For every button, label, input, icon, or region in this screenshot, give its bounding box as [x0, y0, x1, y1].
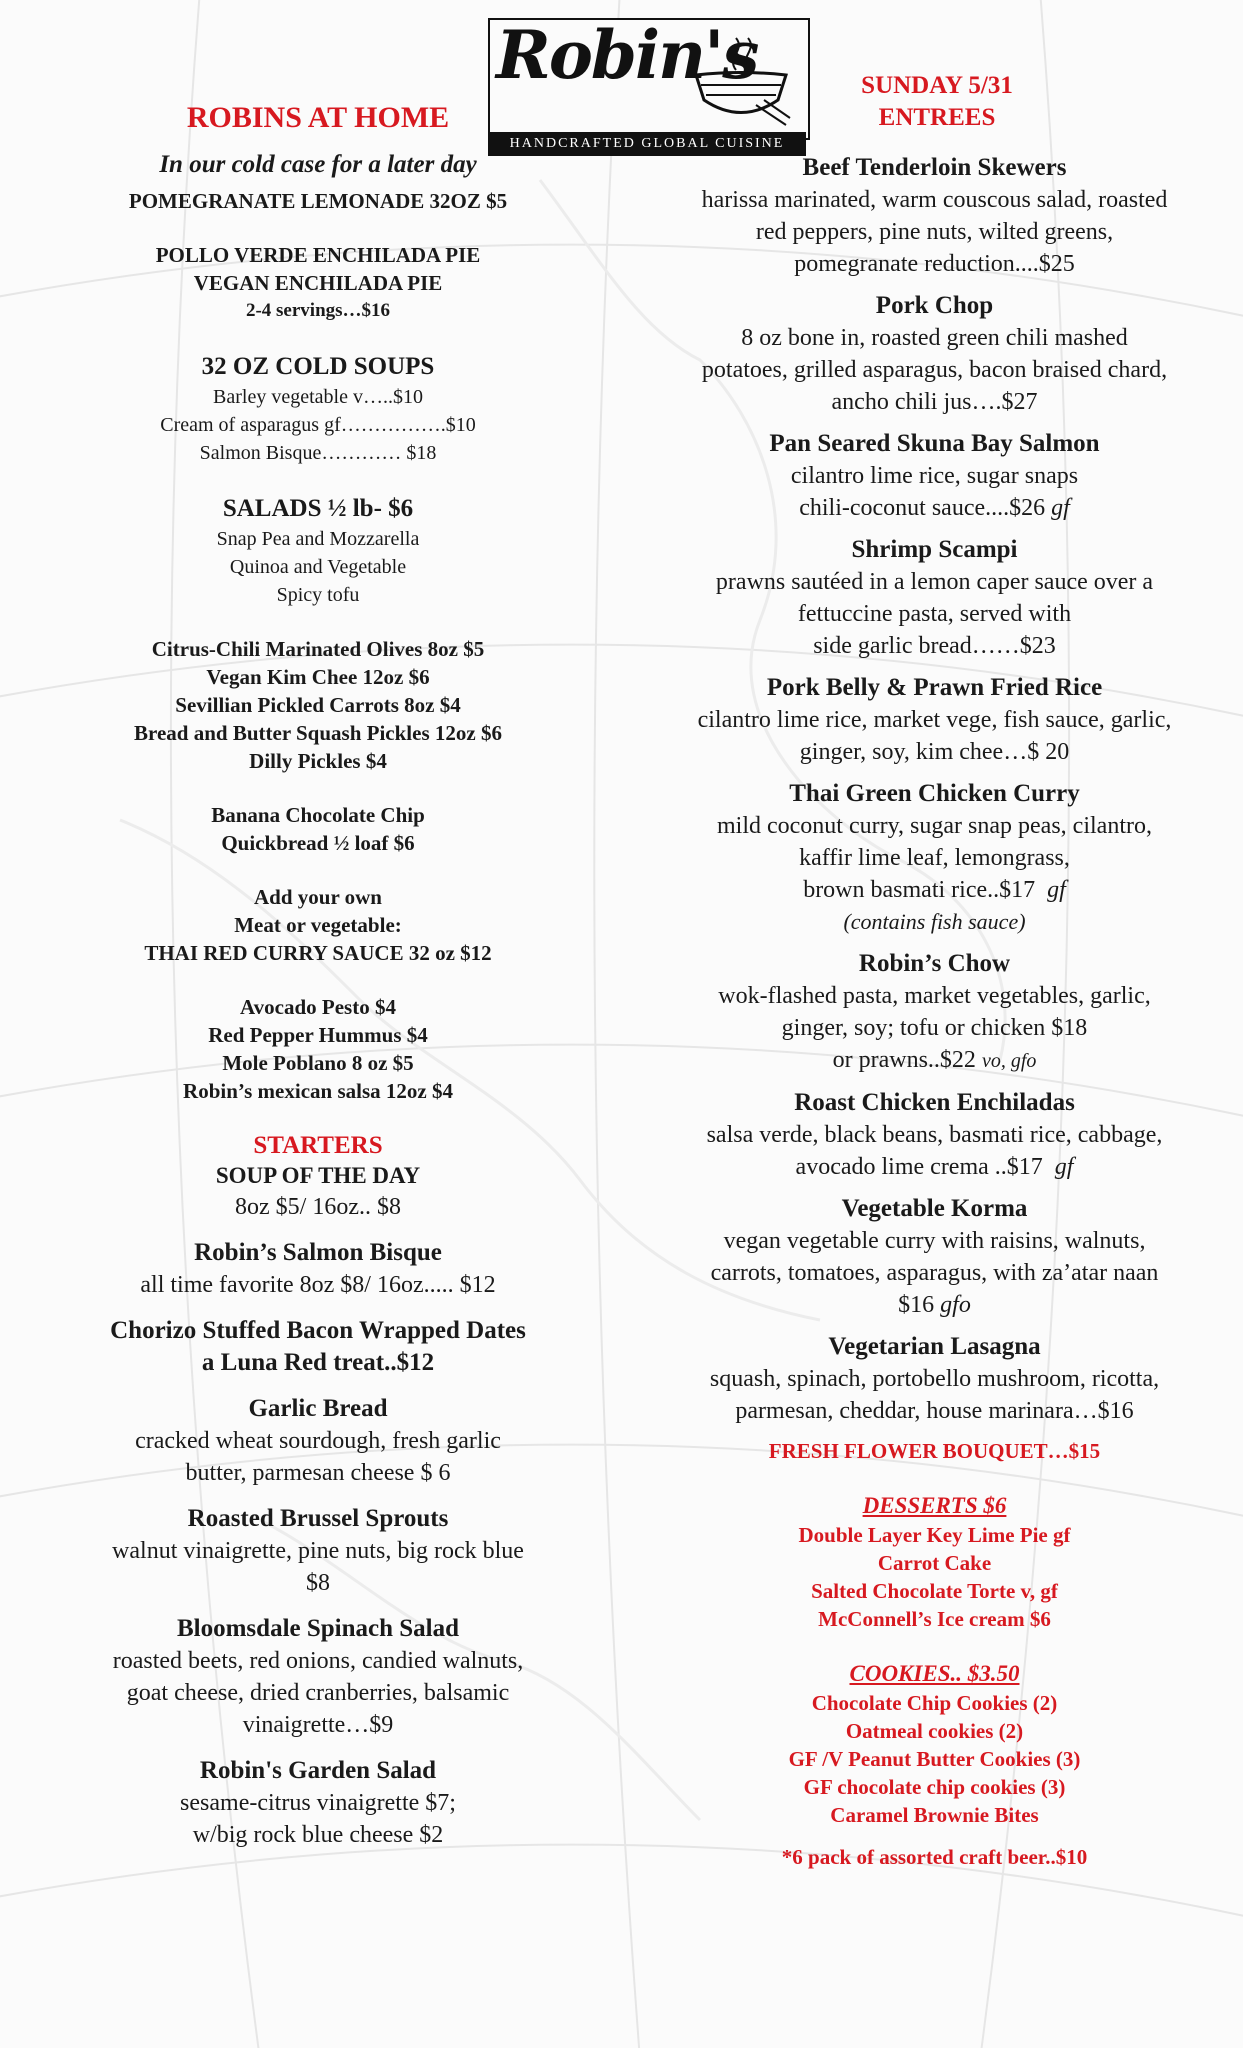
cookies-title: COOKIES.. $3.50	[849, 1661, 1020, 1686]
left-column	[58, 100, 578, 1851]
entree-item	[652, 948, 1217, 1077]
entree-desc: potatoes, grilled asparagus, bacon braised chard,	[701, 357, 1168, 383]
entree-desc: ancho chili jus….$27	[831, 389, 1038, 415]
lemonade-item: POMEGRANATE LEMONADE 32OZ $5	[128, 189, 508, 213]
quickbread-item: Quickbread ½ loaf $6	[221, 831, 415, 855]
entree-name: Pan Seared Skuna Bay Salmon	[769, 430, 1100, 457]
cold-case-intro: In our cold case for a later day	[159, 151, 477, 178]
sauce-line: THAI RED CURRY SAUCE 32 oz $12	[144, 941, 492, 965]
entree-desc: 8 oz bone in, roasted green chili mashed	[741, 325, 1128, 351]
entree-item	[652, 1087, 1217, 1183]
cold-soup-item: Salmon Bisque………… $18	[199, 442, 437, 464]
starter-desc: cracked wheat sourdough, fresh garlic	[135, 1428, 501, 1454]
entree-desc: brown basmati rice..$17	[803, 877, 1036, 903]
entree-name: Thai Green Chicken Curry	[789, 780, 1080, 807]
entrees-title: ENTREES	[878, 104, 996, 131]
salad-item: Spicy tofu	[276, 584, 360, 606]
entree-desc: ginger, soy, kim chee…$ 20	[799, 739, 1070, 765]
entree-item	[652, 428, 1217, 524]
starter-name: Bloomsdale Spinach Salad	[176, 1615, 460, 1642]
entree-desc: cilantro lime rice, market vege, fish sauce, garlic,	[697, 707, 1172, 733]
entree-item	[652, 1331, 1217, 1427]
sauce-line: Meat or vegetable:	[234, 913, 402, 937]
diet-tag: vo, gfo	[981, 1050, 1037, 1072]
entree-desc: parmesan, cheddar, house marinara…$16	[735, 1398, 1134, 1424]
logo-wordmark: Robin's	[496, 16, 758, 94]
starter-name: Robin's Garden Salad	[199, 1757, 437, 1784]
entree-desc-line	[652, 874, 1217, 906]
soup-of-the-day-title: SOUP OF THE DAY	[215, 1163, 421, 1188]
logo-tagline: HANDCRAFTED GLOBAL CUISINE	[488, 132, 806, 156]
entree-name: Roast Chicken Enchiladas	[794, 1089, 1075, 1116]
diet-tag: gfo	[940, 1292, 971, 1318]
entree-desc: cilantro lime rice, sugar snaps	[790, 463, 1079, 489]
entree-name: Shrimp Scampi	[851, 536, 1018, 563]
entree-desc: chili-coconut sauce....$26	[799, 495, 1046, 521]
entree-item	[652, 152, 1217, 280]
pie-item: VEGAN ENCHILADA PIE	[193, 271, 443, 295]
entree-desc: $16	[898, 1292, 935, 1318]
starter-desc: vinaigrette…$9	[242, 1712, 394, 1738]
pickle-item: Bread and Butter Squash Pickles 12oz $6	[134, 721, 502, 745]
entree-desc: pomegranate reduction....$25	[794, 251, 1075, 277]
starter-item	[58, 1393, 578, 1489]
dessert-item: McConnell’s Ice cream $6	[818, 1607, 1051, 1631]
diet-tag: gf	[1047, 877, 1066, 903]
robins-at-home-title: ROBINS AT HOME	[186, 101, 450, 134]
cookie-item: Caramel Brownie Bites	[830, 1803, 1039, 1827]
cookie-item: Chocolate Chip Cookies (2)	[811, 1691, 1058, 1715]
starter-desc: $8	[306, 1570, 330, 1596]
entree-desc-line	[652, 1289, 1217, 1321]
entree-name: Pork Chop	[875, 292, 994, 319]
starter-desc: all time favorite 8oz $8/ 16oz..... $12	[140, 1272, 496, 1298]
dessert-item: Salted Chocolate Torte v, gf	[811, 1579, 1058, 1603]
entree-item	[652, 672, 1217, 768]
sauce-line: Add your own	[254, 885, 382, 909]
craft-beer-offer: *6 pack of assorted craft beer..$10	[781, 1845, 1088, 1869]
starter-name: Roasted Brussel Sprouts	[187, 1505, 449, 1532]
salads-title: SALADS ½ lb- $6	[222, 495, 414, 522]
entree-desc: wok-flashed pasta, market vegetables, garlic,	[718, 983, 1151, 1009]
entree-desc: red peppers, pine nuts, wilted greens,	[755, 219, 1114, 245]
entree-desc: vegan vegetable curry with raisins, walnuts,	[723, 1228, 1146, 1254]
diet-tag: gf	[1051, 495, 1070, 521]
spread-item: Robin’s mexican salsa 12oz $4	[183, 1079, 453, 1103]
salad-item: Quinoa and Vegetable	[229, 556, 407, 578]
entree-desc: or prawns..$22	[832, 1047, 976, 1073]
starter-desc: a Luna Red treat..$12	[201, 1349, 435, 1376]
entree-name: Vegetable Korma	[841, 1195, 1028, 1222]
entree-name: Robin’s Chow	[858, 950, 1011, 977]
spread-item: Avocado Pesto $4	[240, 995, 396, 1019]
entree-name: Vegetarian Lasagna	[828, 1333, 1041, 1360]
cookie-item: GF chocolate chip cookies (3)	[803, 1775, 1066, 1799]
cookie-item: Oatmeal cookies (2)	[845, 1719, 1024, 1743]
pickle-item: Dilly Pickles $4	[249, 749, 387, 773]
pie-servings: 2-4 servings…$16	[245, 300, 391, 321]
entree-desc: squash, spinach, portobello mushroom, ricotta,	[709, 1366, 1160, 1392]
menu-date: SUNDAY 5/31	[861, 72, 1013, 99]
right-column	[652, 152, 1217, 1871]
entree-desc: avocado lime crema ..$17	[795, 1154, 1043, 1180]
entree-item	[652, 778, 1217, 938]
starter-desc: roasted beets, red onions, candied walnuts,	[112, 1648, 524, 1674]
pickle-item: Vegan Kim Chee 12oz $6	[206, 665, 430, 689]
starter-item	[58, 1315, 578, 1379]
salad-item: Snap Pea and Mozzarella	[216, 528, 420, 550]
entree-desc-line	[652, 1044, 1217, 1077]
entree-name: Beef Tenderloin Skewers	[802, 154, 1067, 181]
entree-desc-line	[652, 492, 1217, 524]
starter-name: Garlic Bread	[248, 1395, 388, 1422]
starter-item	[58, 1613, 578, 1741]
starters-title: STARTERS	[253, 1132, 383, 1159]
entree-desc: harissa marinated, warm couscous salad, roasted	[701, 187, 1168, 213]
entree-desc: ginger, soy; tofu or chicken $18	[781, 1015, 1088, 1041]
entree-item	[652, 534, 1217, 662]
starter-item	[58, 1237, 578, 1301]
entree-desc-line	[652, 1151, 1217, 1183]
entree-desc: fettuccine pasta, served with	[797, 601, 1072, 627]
starter-desc: goat cheese, dried cranberries, balsamic	[126, 1680, 510, 1706]
starter-name: Robin’s Salmon Bisque	[194, 1239, 442, 1266]
entree-desc: kaffir lime leaf, lemongrass,	[799, 845, 1070, 871]
cold-soup-item: Cream of asparagus gf…………….$10	[160, 414, 476, 436]
entree-name: Pork Belly & Prawn Fried Rice	[766, 674, 1103, 701]
entree-desc: salsa verde, black beans, basmati rice, cabbage,	[706, 1122, 1163, 1148]
starter-name: Chorizo Stuffed Bacon Wrapped Dates	[110, 1317, 526, 1344]
starter-desc: sesame-citrus vinaigrette $7;	[180, 1790, 456, 1816]
flower-bouquet: FRESH FLOWER BOUQUET…$15	[768, 1439, 1101, 1463]
spread-item: Red Pepper Hummus $4	[208, 1023, 428, 1047]
spread-item: Mole Poblano 8 oz $5	[222, 1051, 414, 1075]
cookie-item: GF /V Peanut Butter Cookies (3)	[788, 1747, 1081, 1771]
entree-item	[652, 290, 1217, 418]
entree-note: (contains fish sauce)	[843, 909, 1026, 934]
pickle-item: Sevillian Pickled Carrots 8oz $4	[175, 693, 461, 717]
soup-bowl-icon	[686, 30, 796, 130]
entree-item	[652, 1193, 1217, 1321]
entree-desc: prawns sautéed in a lemon caper sauce over a	[715, 569, 1154, 595]
entree-desc: carrots, tomatoes, asparagus, with za’atar naan	[710, 1260, 1159, 1286]
pie-item: POLLO VERDE ENCHILADA PIE	[155, 243, 481, 267]
starter-desc: butter, parmesan cheese $ 6	[185, 1460, 451, 1486]
soup-of-the-day-price: 8oz $5/ 16oz.. $8	[235, 1194, 401, 1220]
entree-desc: side garlic bread……$23	[813, 633, 1056, 659]
desserts-title: DESSERTS $6	[862, 1493, 1007, 1518]
cold-soup-item: Barley vegetable v…..$10	[213, 386, 423, 408]
starter-item	[58, 1503, 578, 1599]
dessert-item: Double Layer Key Lime Pie gf	[798, 1523, 1071, 1547]
starter-desc: walnut vinaigrette, pine nuts, big rock blue	[112, 1538, 524, 1564]
entree-desc: mild coconut curry, sugar snap peas, cilantro,	[717, 813, 1152, 839]
cold-soups-title: 32 OZ COLD SOUPS	[201, 353, 435, 380]
starter-item	[58, 1755, 578, 1851]
entrees-header	[812, 70, 1062, 134]
diet-tag: gf	[1054, 1154, 1074, 1180]
pickle-item: Citrus-Chili Marinated Olives 8oz $5	[151, 637, 485, 661]
quickbread-item: Banana Chocolate Chip	[211, 803, 425, 827]
dessert-item: Carrot Cake	[877, 1551, 992, 1575]
starter-desc: w/big rock blue cheese $2	[192, 1822, 444, 1848]
